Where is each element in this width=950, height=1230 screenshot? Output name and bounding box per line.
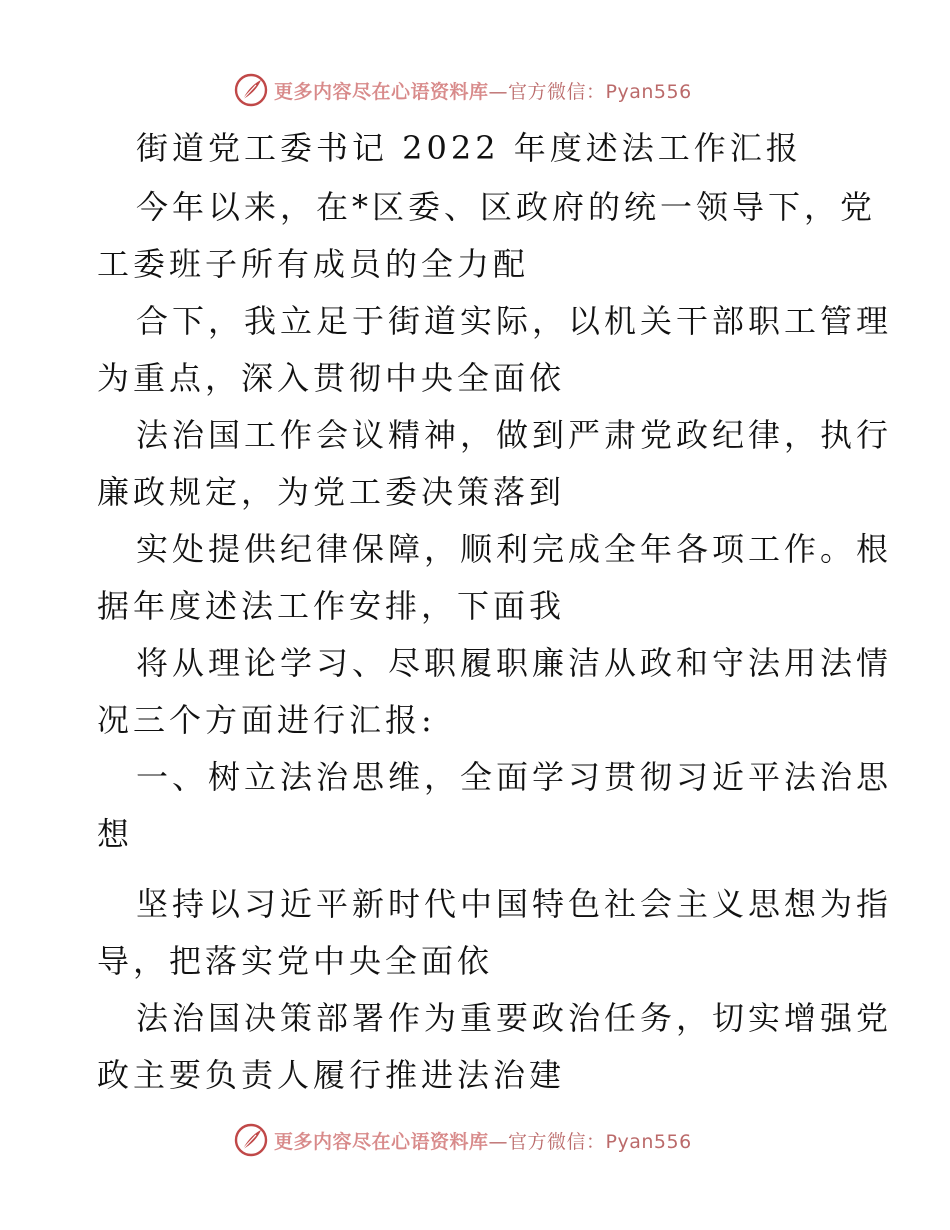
paragraph-line: 坚持以习近平新时代中国特色社会主义思想为指: [136, 885, 893, 923]
document-body: [0, 118, 950, 1108]
paragraph-line: 法治国工作会议精神，做到严肃党政纪律，执行: [136, 416, 893, 454]
paragraph-line: 廉政规定，为党工委决策落到: [97, 473, 566, 511]
watermark-dash: —: [488, 80, 509, 103]
watermark-account: 官方微信：Pyan556: [508, 80, 692, 103]
section-heading-continuation: 想: [97, 815, 134, 853]
section-heading: 一、树立法治思维，全面学习贯彻习近平法治思: [136, 758, 893, 796]
paragraph-line: 法治国决策部署作为重要政治任务，切实增强党: [136, 999, 893, 1037]
paragraph-line: 据年度述法工作安排，下面我: [97, 587, 566, 625]
document-title: 街道党工委书记 2022 年度述法工作汇报: [136, 129, 802, 167]
paragraph-line: 将从理论学习、尽职履职廉洁从政和守法用法情: [136, 644, 893, 682]
paragraph-line: 导，把落实党中央全面依: [97, 942, 494, 980]
paragraph-line: 今年以来，在*区委、区政府的统一领导下，党: [136, 188, 877, 226]
paragraph-line: 为重点，深入贯彻中央全面依: [97, 359, 566, 397]
footer-watermark: [234, 1120, 754, 1160]
paragraph-line: 况三个方面进行汇报:: [97, 701, 436, 739]
watermark-account: 官方微信：Pyan556: [508, 1130, 692, 1153]
paragraph-line: 合下，我立足于街道实际，以机关干部职工管理: [136, 302, 893, 340]
header-watermark: [234, 70, 754, 110]
feather-quill-logo-icon: [234, 1123, 268, 1157]
paragraph-line: 政主要负责人履行推进法治建: [97, 1056, 566, 1094]
paragraph-line: 工委班子所有成员的全力配: [97, 245, 530, 283]
watermark-brand: 更多内容尽在心语资料库: [274, 80, 489, 103]
watermark-text: [274, 1127, 692, 1154]
watermark-brand: 更多内容尽在心语资料库: [274, 1130, 489, 1153]
watermark-dash: —: [488, 1130, 509, 1153]
paragraph-line: 实处提供纪律保障，顺利完成全年各项工作。根: [136, 530, 893, 568]
watermark-text: [274, 77, 692, 104]
feather-quill-logo-icon: [234, 73, 268, 107]
